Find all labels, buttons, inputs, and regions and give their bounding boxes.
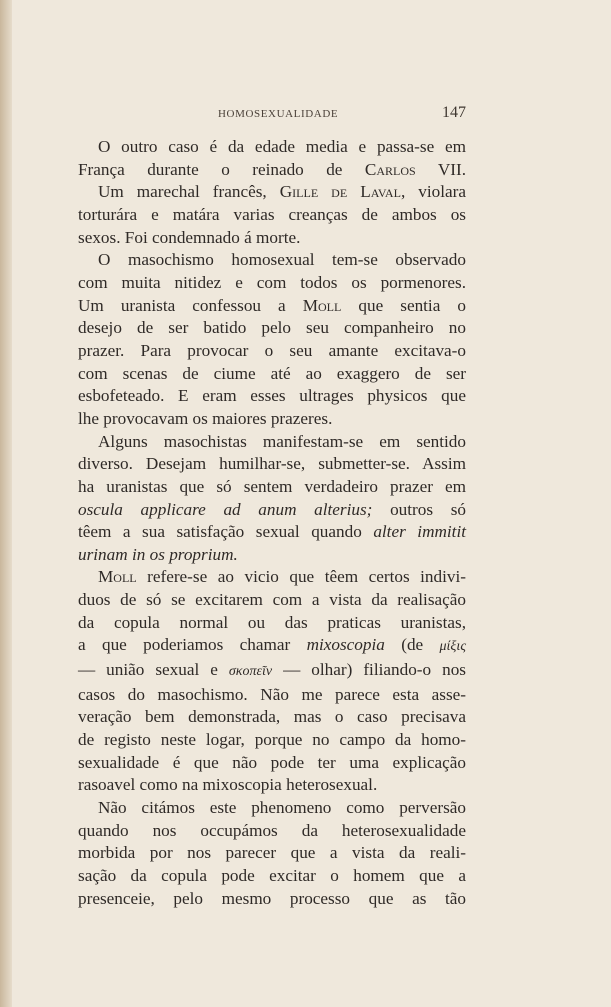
text-line: lhe provocavam os maiores prazeres. bbox=[78, 408, 333, 428]
text-line bbox=[78, 544, 466, 567]
text-line: O masochismo homosexual tem-se observado bbox=[98, 250, 466, 270]
page-number: 147 bbox=[442, 104, 466, 121]
text-line: Moll refere-se ao vicio que têem certos indivi- bbox=[98, 567, 466, 587]
text-line: a que poderiamos chamar mixoscopia (de μίξις bbox=[78, 635, 466, 655]
text-line: — união sexual e σκοπεῖν — olhar) filiando-o nos bbox=[78, 660, 466, 680]
text-line: Alguns masochistas manifestam-se em sentido bbox=[98, 431, 466, 451]
author-name: Moll bbox=[98, 567, 137, 587]
text-line: diverso. Desejam humilhar-se, submetter-se. Assim bbox=[78, 454, 466, 474]
greek-word: σκοπεῖν bbox=[228, 664, 273, 680]
text-line: duos de só se excitarem com a vista da realisação bbox=[78, 590, 466, 610]
text-line: Um marechal francês, Gille de Laval, violara bbox=[98, 182, 466, 202]
text-line: têem a sua satisfação sexual quando alter immitit bbox=[78, 522, 466, 542]
term-italic: mixoscopia bbox=[306, 635, 385, 655]
text-line: presenceie, pelo mesmo processo que as tão bbox=[78, 888, 466, 908]
page-header bbox=[78, 104, 466, 124]
text-line: morbida por nos parecer que a vista da reali- bbox=[78, 843, 466, 863]
running-head: HOMOSEXUALIDADE bbox=[218, 108, 339, 120]
latin-phrase: oscula applicare ad anum alterius; bbox=[78, 499, 373, 519]
author-name: Moll bbox=[302, 295, 342, 315]
text-line: da copula normal ou das praticas uranistas, bbox=[78, 612, 466, 632]
latin-phrase: alter immitit bbox=[373, 522, 466, 542]
greek-word: μίξις bbox=[439, 639, 466, 655]
text-line: Não citámos este phenomeno como perversão bbox=[98, 798, 466, 818]
text-line: prazer. Para provocar o seu amante excitava-o bbox=[78, 340, 466, 360]
text-line: de registo neste logar, porque no campo da homo- bbox=[78, 730, 466, 750]
author-name: Carlos bbox=[364, 159, 416, 179]
text-line: França durante o reinado de Carlos VII. bbox=[78, 159, 466, 179]
person-name: Gille de Laval bbox=[279, 182, 401, 202]
text-line: com muita nitidez e com todos os pormenores. bbox=[78, 272, 466, 292]
text-line: sexos. Foi condemnado á morte. bbox=[78, 227, 301, 247]
text-line: ha uranistas que só sentem verdadeiro prazer em bbox=[78, 476, 466, 496]
text-line: Um uranista confessou a Moll que sentia o bbox=[78, 295, 466, 315]
text-line: sexualidade é que não pode ter uma explicação bbox=[78, 752, 466, 772]
text-line: veração bem demonstrada, mas o caso precisava bbox=[78, 707, 466, 727]
body-text bbox=[78, 136, 466, 910]
text-line: rasoavel como na mixoscopia heterosexual. bbox=[78, 775, 378, 795]
page-binding-edge bbox=[0, 0, 12, 1007]
text-line: O outro caso é da edade media e passa-se em bbox=[98, 137, 466, 156]
text-line: torturára e matára varias creanças de ambos os bbox=[78, 204, 466, 224]
text-line: oscula applicare ad anum alterius; outros só bbox=[78, 499, 466, 519]
latin-phrase: urinam in os proprium. bbox=[78, 544, 238, 564]
text-line: sação da copula pode excitar o homem que a bbox=[78, 866, 466, 885]
text-line: com scenas de ciume até ao exaggero de ser bbox=[78, 363, 466, 383]
text-line: esbofeteado. E eram esses ultrages physicos que bbox=[78, 386, 466, 406]
text-line: desejo de ser batido pelo seu companheiro no bbox=[78, 318, 466, 338]
text-line: quando nos occupámos da heterosexualidade bbox=[78, 820, 466, 840]
text-line: casos do masochismo. Não me parece esta asse- bbox=[78, 684, 466, 704]
